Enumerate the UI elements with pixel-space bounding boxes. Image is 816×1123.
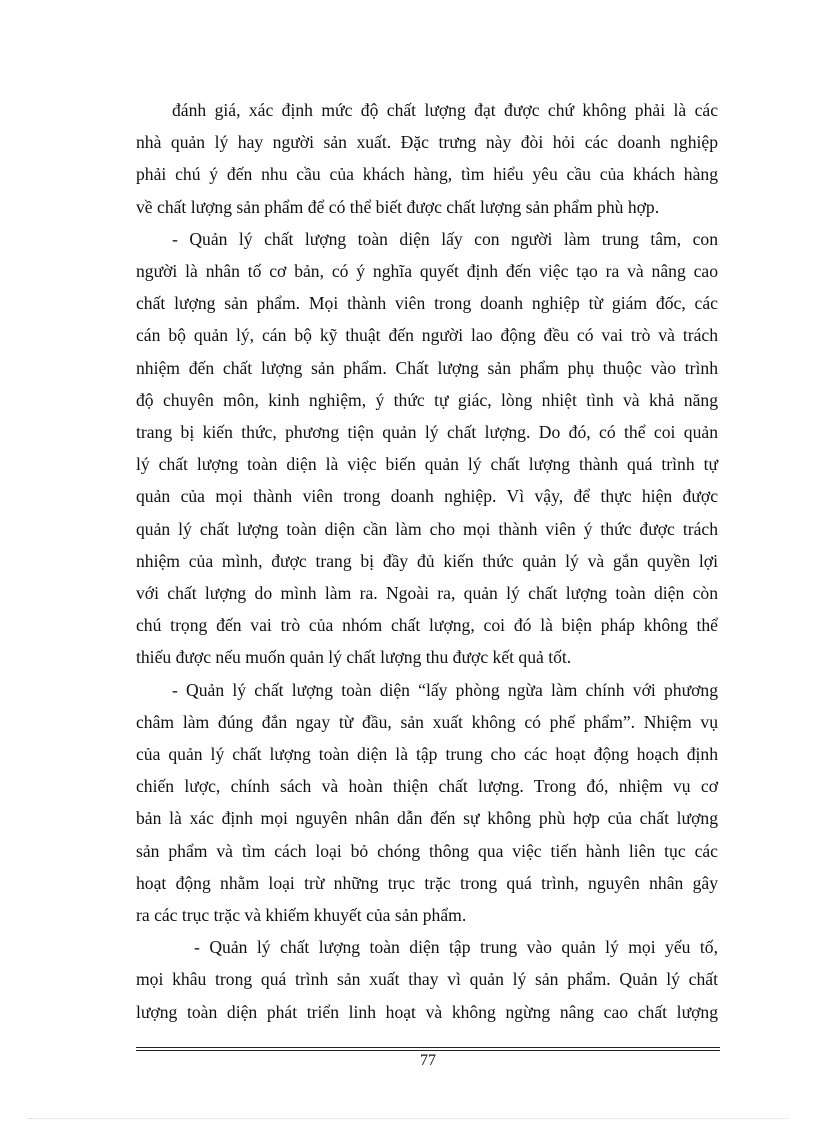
paragraph-4: [136, 931, 718, 1028]
text-line: bản là xác định mọi nguyên nhân dẫn đến sự không phù hợp của chất lượng: [136, 808, 718, 829]
text-line: châm làm đúng đắn ngay từ đầu, sản xuất không có phế phẩm”. Nhiệm vụ: [136, 711, 718, 732]
text-line: phải chú ý đến nhu cầu của khách hàng, tìm hiểu yêu cầu của khách hàng: [136, 164, 718, 185]
text-line: mọi khâu trong quá trình sản xuất thay vì quản lý sản phẩm. Quản lý chất: [136, 969, 718, 990]
text-line: chất lượng sản phẩm. Mọi thành viên trong doanh nghiệp từ giám đốc, các: [136, 293, 718, 314]
text-line: chiến lược, chính sách và hoàn thiện chất lượng. Trong đó, nhiệm vụ cơ: [136, 776, 718, 797]
paragraph-3: [136, 674, 718, 932]
text-line: lý chất lượng toàn diện là việc biến quản lý chất lượng thành quá trình tự: [136, 454, 718, 475]
text-line: hoạt động nhằm loại trừ những trục trặc trong quá trình, nguyên nhân gây: [136, 872, 718, 893]
page-bottom-border: [28, 1118, 788, 1119]
text-line: - Quản lý chất lượng toàn diện tập trung vào quản lý mọi yếu tố,: [194, 937, 718, 958]
text-line: quản của mọi thành viên trong doanh nghiệp. Vì vậy, để thực hiện được: [136, 486, 718, 507]
text-line: cán bộ quản lý, cán bộ kỹ thuật đến người lao động đều có vai trò và trách: [136, 325, 718, 346]
text-line: của quản lý chất lượng toàn diện là tập trung cho các hoạt động hoạch định: [136, 744, 718, 765]
text-line: - Quản lý chất lượng toàn diện “lấy phòng ngừa làm chính với phương: [172, 679, 718, 700]
text-line: nhiệm đến chất lượng sản phẩm. Chất lượng sản phẩm phụ thuộc vào trình: [136, 357, 718, 378]
footer-rule: [136, 1047, 720, 1051]
footer-rule-line: [136, 1050, 720, 1051]
text-line: quản lý chất lượng toàn diện cần làm cho mọi thành viên ý thức được trách: [136, 518, 718, 539]
text-line: độ chuyên môn, kinh nghiệm, ý thức tự giác, lòng nhiệt tình và khả năng: [136, 389, 718, 410]
text-line: - Quản lý chất lượng toàn diện lấy con người làm trung tâm, con: [172, 228, 718, 249]
paragraph-1: [136, 94, 718, 223]
page-number: 77: [420, 1052, 436, 1069]
footer-rule-line: [136, 1047, 720, 1048]
body-text: [136, 94, 718, 1028]
text-line: sản phẩm và tìm cách loại bỏ chóng thông qua việc tiến hành liên tục các: [136, 840, 718, 861]
text-line: lượng toàn diện phát triển linh hoạt và không ngừng nâng cao chất lượng: [136, 1001, 718, 1022]
text-line: với chất lượng do mình làm ra. Ngoài ra, quản lý chất lượng toàn diện còn: [136, 583, 718, 604]
text-line: về chất lượng sản phẩm để có thể biết được chất lượng sản phẩm phù hợp.: [136, 196, 660, 217]
text-line: thiếu được nếu muốn quản lý chất lượng thu được kết quả tốt.: [136, 647, 572, 668]
text-line: chú trọng đến vai trò của nhóm chất lượng, coi đó là biện pháp không thể: [136, 615, 718, 636]
paragraph-2: [136, 223, 718, 674]
text-line: trang bị kiến thức, phương tiện quản lý chất lượng. Do đó, có thể coi quản: [136, 422, 718, 443]
text-line: người là nhân tố cơ bản, có ý nghĩa quyết định đến việc tạo ra và nâng cao: [136, 261, 718, 282]
text-line: nhiệm của mình, được trang bị đầy đủ kiến thức quản lý và gắn quyền lợi: [136, 550, 718, 571]
text-line: ra các trục trặc và khiếm khuyết của sản phẩm.: [136, 905, 467, 926]
text-line: đánh giá, xác định mức độ chất lượng đạt được chứ không phải là các: [172, 100, 718, 120]
text-line: nhà quản lý hay người sản xuất. Đặc trưng này đòi hỏi các doanh nghiệp: [136, 132, 718, 153]
